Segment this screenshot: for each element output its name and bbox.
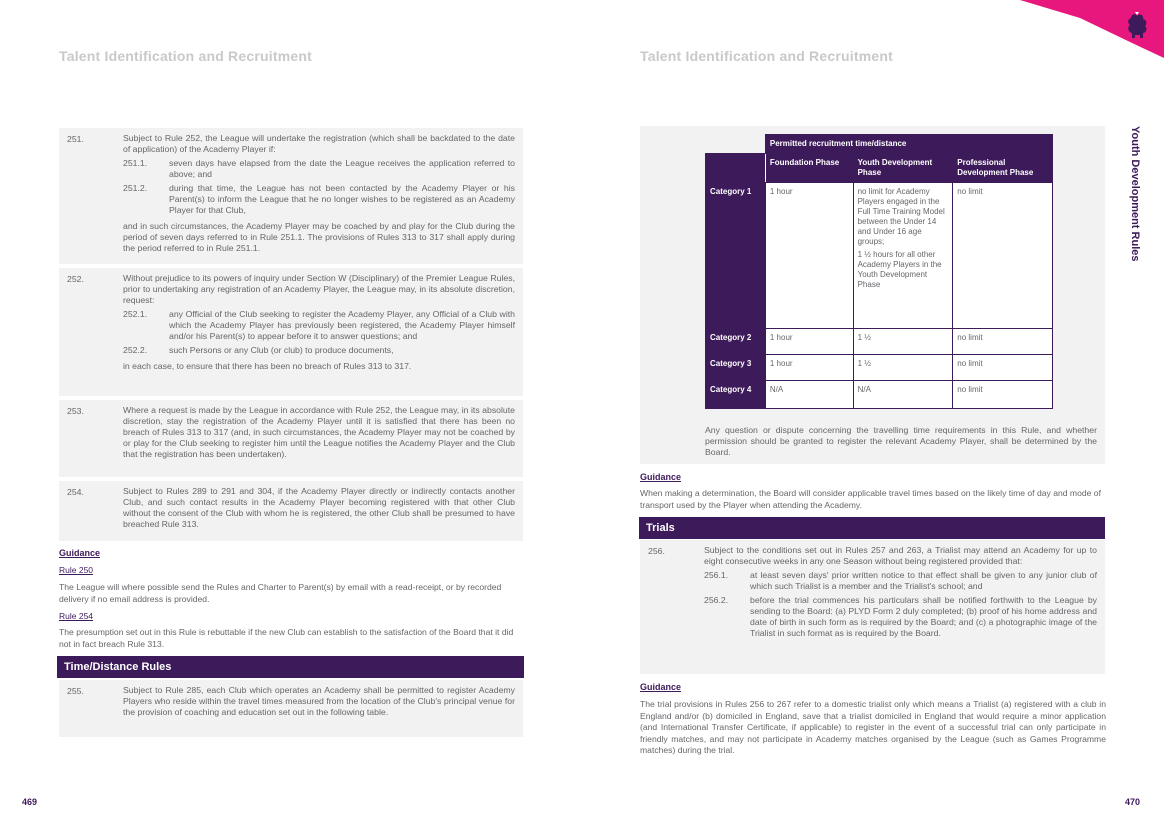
side-title: Youth Development Rules	[1129, 126, 1141, 262]
rule-number: 252.	[67, 274, 84, 284]
running-head-right: Talent Identification and Recruitment	[640, 48, 893, 64]
table-cell: N/A	[853, 381, 953, 409]
guidance-text: The presumption set out in this Rule is rebuttable if the new Club can establish to the satisfaction of the Board that it did not in fact breach Rule 313.	[59, 627, 514, 649]
rule-number: 253.	[67, 406, 84, 416]
table-row	[706, 355, 1053, 381]
table-cell: no limit	[953, 183, 1053, 329]
running-head-left: Talent Identification and Recruitment	[59, 48, 312, 64]
sub-clause-number: 251.2.	[123, 183, 148, 193]
rule-text: Without prejudice to its powers of inquiry under Section W (Disciplinary) of the Premier League Rules, prior to undertaking any registration of an Academy Player, the League may, in its absolute discretion, request:	[123, 273, 515, 305]
recruitment-table	[705, 134, 1053, 409]
rule-number: 254.	[67, 487, 84, 497]
table-row	[706, 329, 1053, 355]
sub-clause-number: 252.1.	[123, 309, 148, 319]
rule-text: Subject to Rule 252, the League will undertake the registration (which shall be backdated to the date of application) of the Academy Player if:	[123, 133, 515, 154]
sub-clause-text: any Official of the Club seeking to register the Academy Player, any Official of a Club with which the Academy Player has previously been registered, the Academy Player himself and/or his Parent(s) to appear before it to answer questions; and	[169, 309, 515, 341]
rule-number: 256.	[648, 546, 665, 556]
sub-clause-number: 252.2.	[123, 345, 148, 355]
rule-256	[640, 540, 1105, 674]
sub-clause-text: during that time, the League has not been contacted by the Academy Player or his Parent(s) to inform the League that he no longer wishes to be registered as an Academy Player for that Club,	[169, 183, 515, 215]
rule-254	[59, 481, 523, 541]
guidance-heading: Guidance	[640, 682, 682, 692]
sub-clause	[123, 345, 515, 356]
sub-clause-number: 251.1.	[123, 158, 148, 168]
rule-253	[59, 400, 523, 477]
guidance-rule-link[interactable]: Rule 254	[59, 611, 94, 621]
table-cell: 1 ½	[853, 329, 953, 355]
sub-clause-number: 256.2.	[704, 595, 729, 605]
guidance-heading: Guidance	[640, 472, 682, 482]
rule-text: Subject to Rule 285, each Club which operates an Academy shall be permitted to register Academy Players who reside within the travel times measured from the location of the Club's principal venue for the provision of coaching and education set out in the following table.	[123, 685, 515, 717]
table-cell-text: no limit for Academy Players engaged in the Full Time Training Model between the Under 14 and Under 16 age groups;	[857, 187, 945, 246]
rule-text: Subject to the conditions set out in Rules 257 and 263, a Trialist may attend an Academy for up to eight consecutive weeks in any one Season without being registered provided that:	[704, 545, 1097, 566]
rule-number: 251.	[67, 134, 84, 144]
section-bar-trials: Trials	[639, 517, 1105, 539]
sub-clause-text: before the trial commences his particulars shall be notified forthwith to the League by sending to the Board: (a) PLYD Form 2 duly completed; (b) proof of his home address and date of birth in such form as is required by the Board; and (c) a photographic image of the Trialist in such format as is required by the Board.	[750, 595, 1097, 638]
table-header: Professional Development Phase	[953, 154, 1053, 183]
table-category: Category 3	[706, 355, 766, 381]
rule-252	[59, 268, 523, 396]
table-header: Youth Development Phase	[853, 154, 953, 183]
table-category: Category 1	[706, 183, 766, 329]
rule-number: 255.	[67, 686, 84, 696]
sub-clause-text: such Persons or any Club (or club) to produce documents,	[169, 345, 394, 355]
sub-clause-text: seven days have elapsed from the date the League receives the application referred to above; and	[169, 158, 515, 179]
table-cell: no limit	[953, 355, 1053, 381]
table-cell: N/A	[765, 381, 853, 409]
sub-clause-number: 256.1.	[704, 570, 729, 580]
guidance-text: The League will where possible send the Rules and Charter to Parent(s) by email with a read-receipt, or by recorded delivery if no email address is provided.	[59, 582, 502, 604]
table-super-header: Permitted recruitment time/distance	[765, 135, 1052, 154]
sub-clause	[123, 183, 515, 216]
table-row	[706, 381, 1053, 409]
rule-251	[59, 128, 523, 264]
table-cell: 1 hour	[765, 329, 853, 355]
rule-text: Where a request is made by the League in accordance with Rule 252, the League may, in its absolute discretion, stay the registration of the Academy Player until it is satisfied that there has been no breach of Rules 313 to 317 (and, in such circumstances, the Academy Player may not be coached by or play for the Club seeking to register him until the League notifies the Academy Player and the Club that the registration has been undertaken).	[123, 405, 515, 459]
table-cell: no limit	[953, 381, 1053, 409]
table-header: Foundation Phase	[765, 154, 853, 183]
table-row	[706, 183, 1053, 329]
table-category: Category 4	[706, 381, 766, 409]
table-cell: 1 ½	[853, 355, 953, 381]
page-number-right: 470	[1125, 797, 1141, 807]
table-after-text: Any question or dispute concerning the travelling time requirements in this Rule, and whether permission should be granted to register the relevant Academy Player, shall be determined by the Board.	[705, 425, 1097, 457]
rule-tail: in each case, to ensure that there has been no breach of Rules 313 to 317.	[123, 361, 412, 371]
sub-clause-text: at least seven days' prior written notice to that effect shall be given to any junior club of which such Trialist is a member and the Trialist's school; and	[750, 570, 1097, 591]
guidance-text: The trial provisions in Rules 256 to 267 refer to a domestic trialist only which means a Trialist (a) registered with a club in England and/or (b) domiciled in England, save that a trialist domiciled in England that would require a minor application (and International Transfer Certificate, if applicable) to register in the event of a successful trial can only participate in friendly matches, and may not participate in Academy matches organised by the League (such as Games Programme matches) during the trial.	[640, 699, 1106, 755]
table-cell: 1 hour	[765, 183, 853, 329]
rule-tail: and in such circumstances, the Academy Player may be coached by and play for the Club during the period of seven days referred to in Rule 251.1. The provisions of Rules 313 to 317 shall apply during the period referred to in Rule 251.1.	[123, 221, 515, 253]
table-cell	[853, 183, 953, 329]
premier-league-lion-icon	[1124, 12, 1150, 42]
table-cell-text: 1 ½ hours for all other Academy Players in the Youth Development Phase	[857, 250, 942, 289]
page-number-left: 469	[22, 797, 38, 807]
table-cell: 1 hour	[765, 355, 853, 381]
table-category: Category 2	[706, 329, 766, 355]
rule-255	[59, 680, 523, 737]
guidance-text: When making a determination, the Board will consider applicable travel times based on the likely time of day and mode of transport used by the Player when attending the Academy.	[640, 488, 1101, 510]
sub-clause	[704, 595, 1097, 639]
sub-clause	[704, 570, 1097, 592]
section-bar-time-distance: Time/Distance Rules	[57, 656, 524, 678]
sub-clause	[123, 309, 515, 342]
guidance-heading: Guidance	[59, 548, 101, 558]
rule-text: Subject to Rules 289 to 291 and 304, if the Academy Player directly or indirectly contacts another Club, and such contact results in the Academy Player becoming registered with that other Club without the consent of the Club with whom he is registered, the other Club shall be presumed to have breached Rule 313.	[123, 486, 515, 529]
table-cell: no limit	[953, 329, 1053, 355]
sub-clause	[123, 158, 515, 180]
guidance-rule-link[interactable]: Rule 250	[59, 565, 94, 575]
